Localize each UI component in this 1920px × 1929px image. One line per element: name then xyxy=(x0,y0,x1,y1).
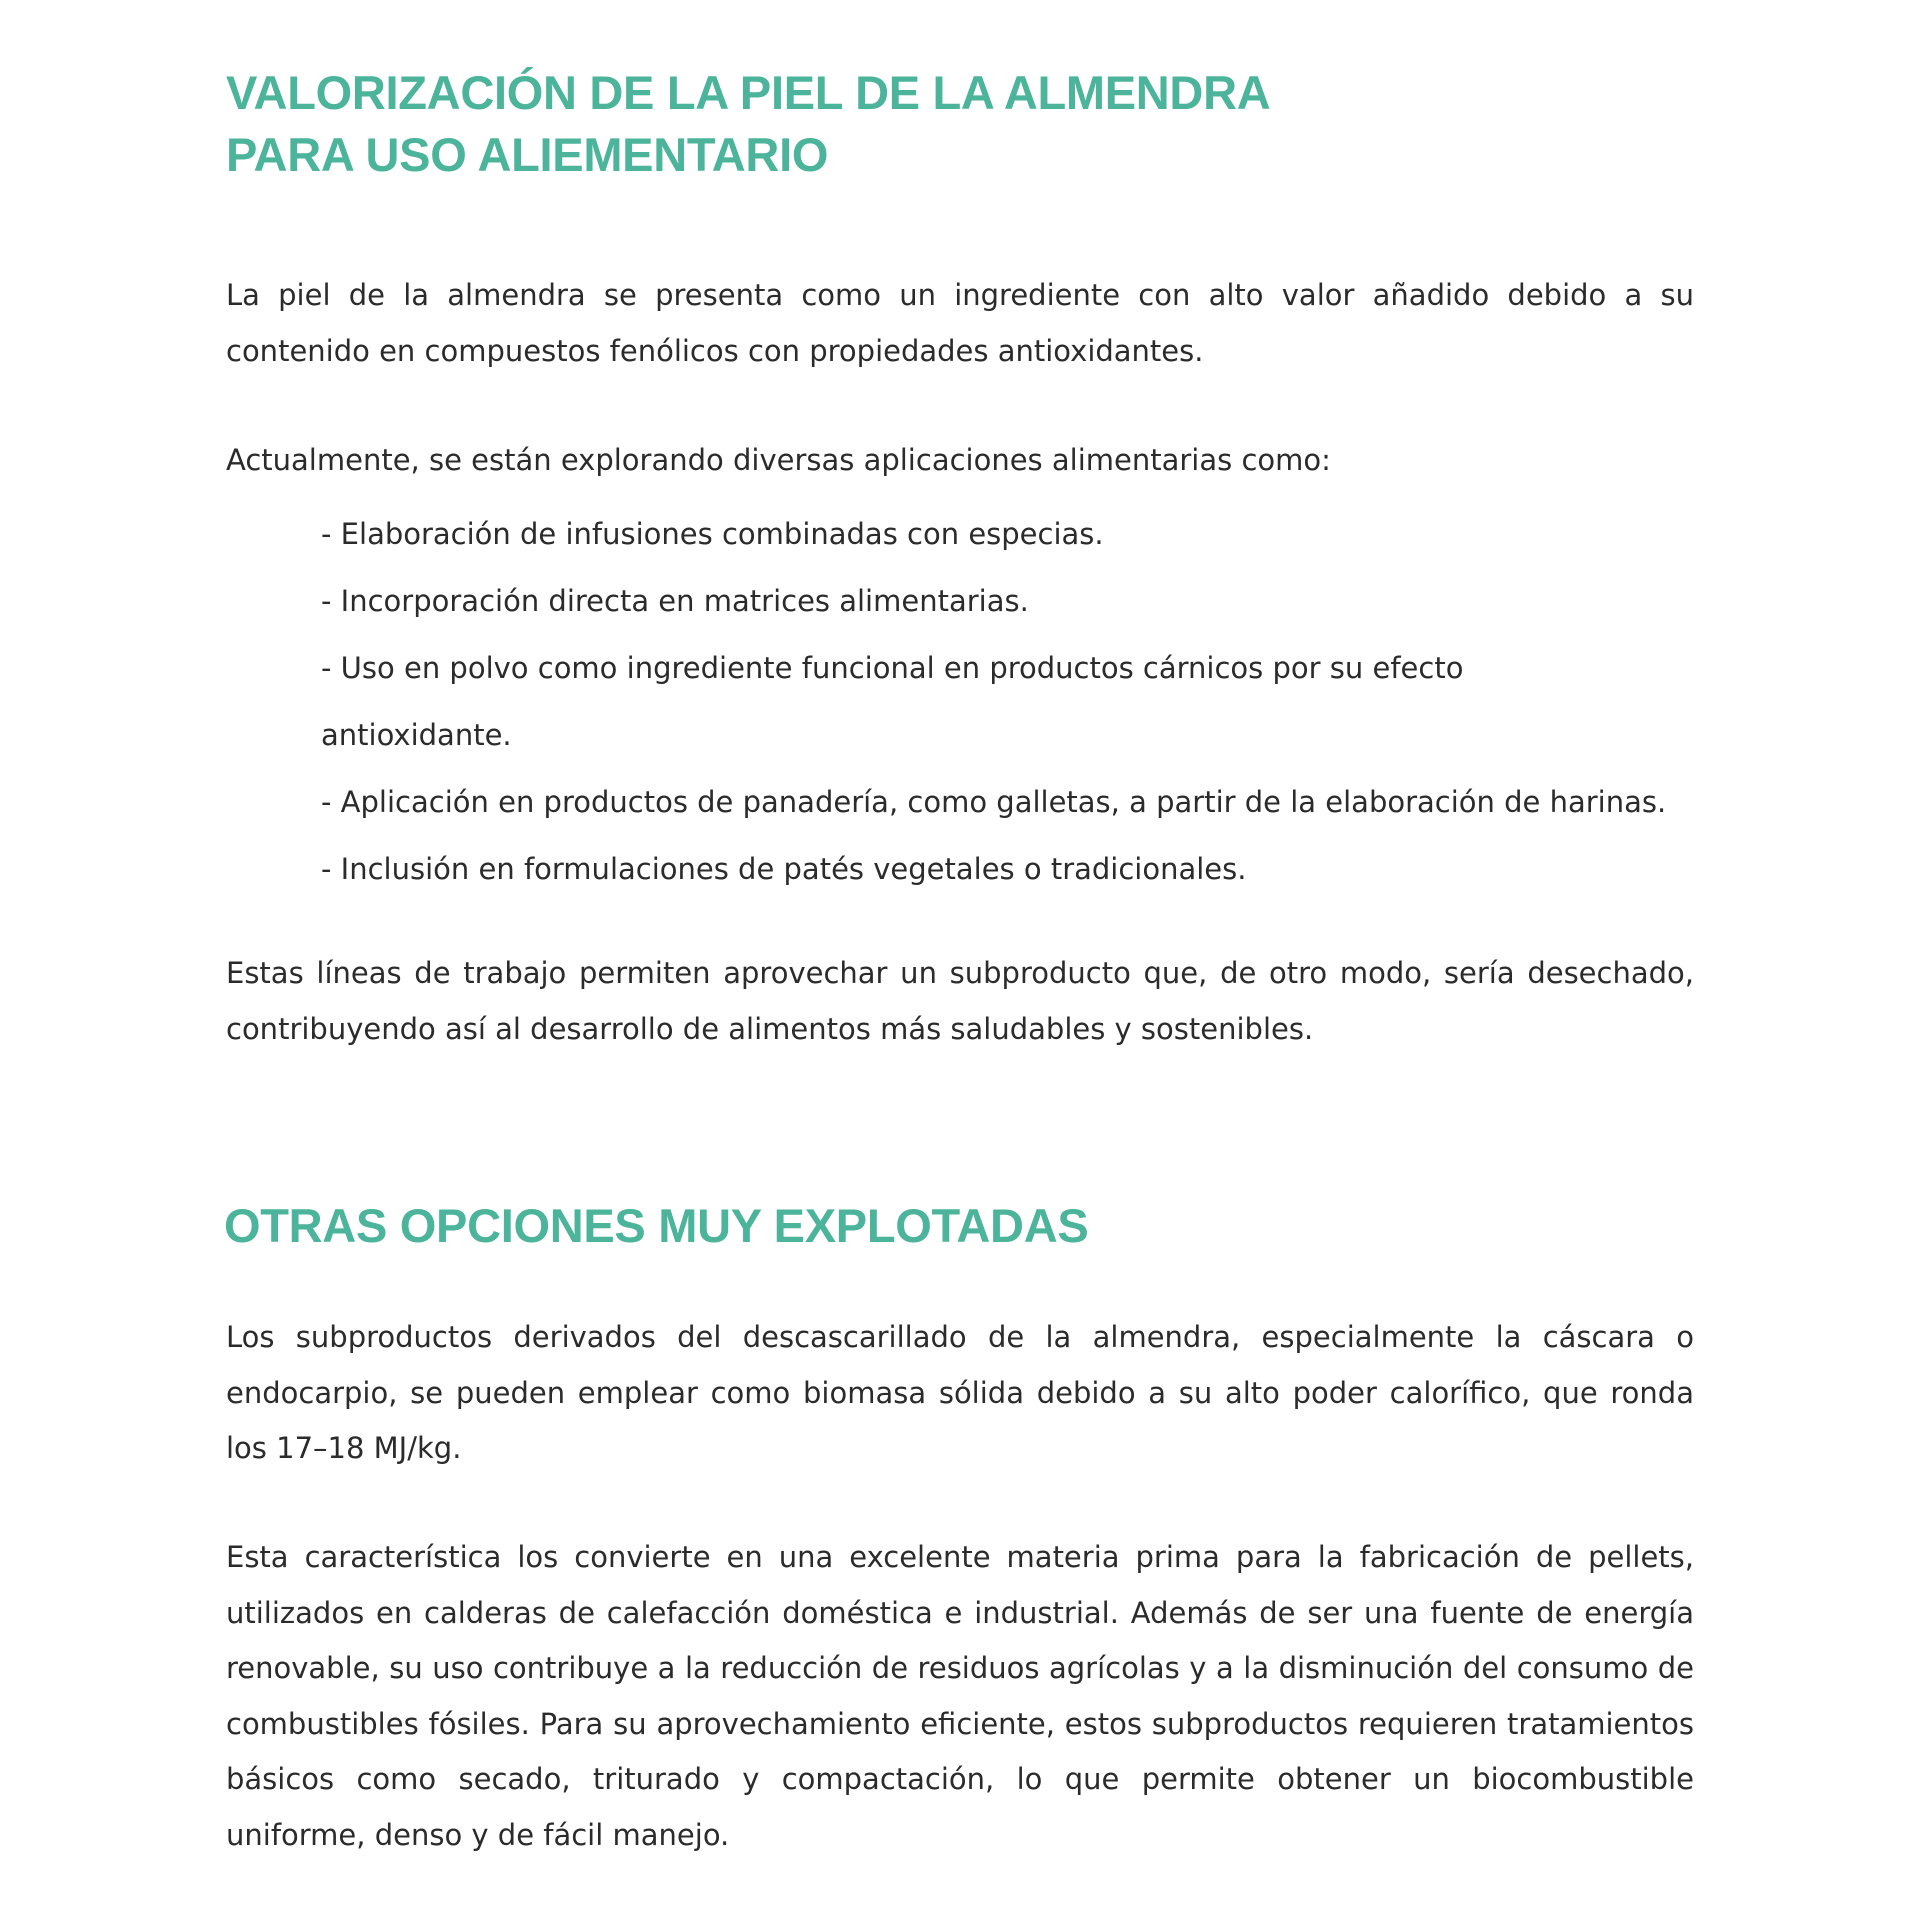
list-item: - Aplicación en productos de panadería, como galletas, a partir de la elaboración de harinas. xyxy=(321,785,1667,819)
section-title-otras-opciones: OTRAS OPCIONES MUY EXPLOTADAS xyxy=(224,1199,1089,1252)
list-item: - Inclusión en formulaciones de patés vegetales o tradicionales. xyxy=(321,852,1247,886)
section-title-line-2: PARA USO ALIEMENTARIO xyxy=(226,128,829,181)
applications-list xyxy=(321,501,1694,903)
list-item: - Elaboración de infusiones combinadas con especias. xyxy=(321,517,1104,551)
list-item: - Uso en polvo como ingrediente funcional en productos cárnicos por su efecto xyxy=(321,651,1464,685)
intro-paragraph: La piel de la almendra se presenta como un ingrediente con alto valor añadido debido a su contenido en compuestos fenólicos con propiedades antioxidantes. xyxy=(226,278,1694,368)
list-item: - Incorporación directa en matrices alimentarias. xyxy=(321,584,1029,618)
section-title-valorizacion xyxy=(226,62,1270,186)
list-item: antioxidante. xyxy=(321,718,512,752)
applications-intro: Actualmente, se están explorando diversas aplicaciones alimentarias como: xyxy=(226,443,1331,477)
biomass-paragraph: Los subproductos derivados del descascarillado de la almendra, especialmente la cáscara o endocarpio, se pueden emplear como biomasa sólida debido a su alto poder calorífico, que ronda los 17–18 MJ/kg. xyxy=(226,1320,1694,1465)
section-title-line-1: VALORIZACIÓN DE LA PIEL DE LA ALMENDRA xyxy=(226,66,1271,119)
pellets-paragraph: Esta característica los convierte en una excelente materia prima para la fabricación de pellets, utilizados en calderas de calefacción doméstica e industrial. Además de ser una fuente de energía renovable, su uso contribuye a la reducción de residuos agrícolas y a la disminución del consumo de combustibles fósiles. Para su aprovechamiento eficiente, estos subproductos requieren tratamientos básicos como secado, triturado y compactación, lo que permite obtener un biocombustible uniforme, denso y de fácil manejo. xyxy=(226,1540,1694,1852)
conclusion-paragraph: Estas líneas de trabajo permiten aprovechar un subproducto que, de otro modo, sería desechado, contribuyendo así al desarrollo de alimentos más saludables y sostenibles. xyxy=(226,956,1694,1046)
